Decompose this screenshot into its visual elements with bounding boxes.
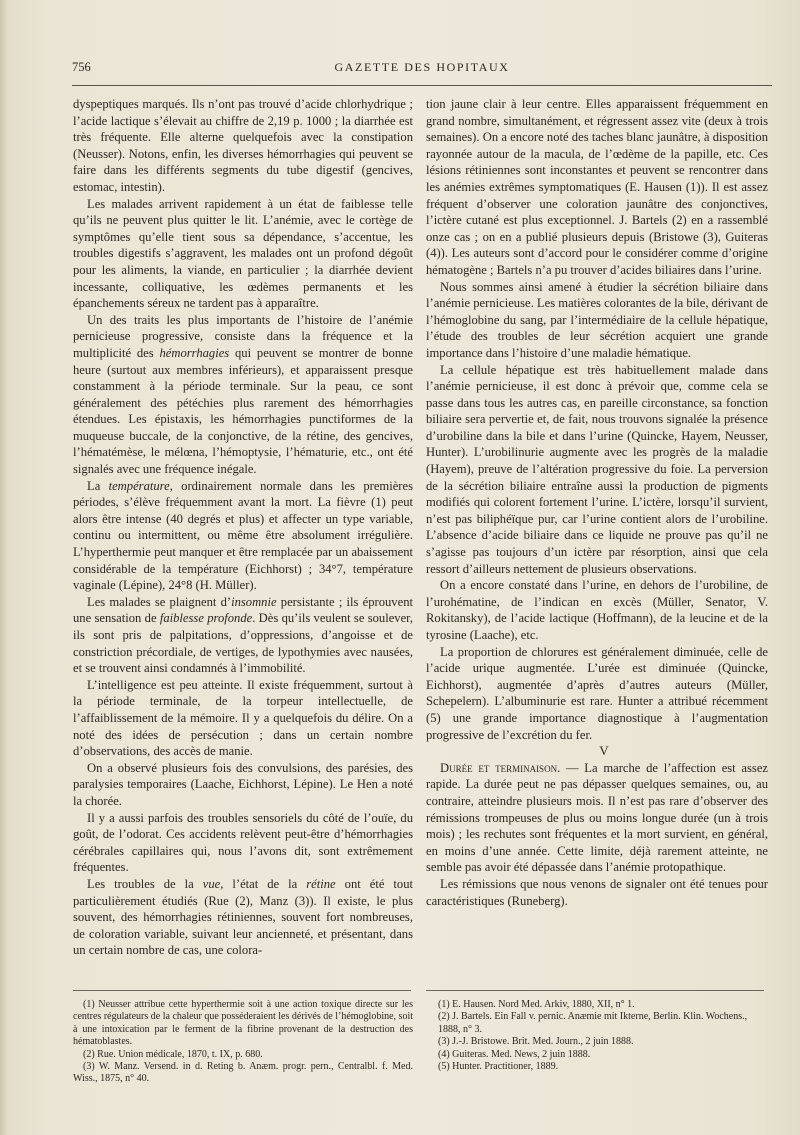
journal-title: GAZETTE DES HOPITAUX bbox=[334, 60, 510, 74]
footnotes-left bbox=[73, 990, 413, 1086]
emphasis: rétine bbox=[306, 876, 336, 891]
paragraph: On a encore constaté dans l’urine, en dehors de l’urobiline, de l’urohématine, de l’indican en excès (Müller, Senator, V. Rokitansky), de l’acide lactique (Hoffmann), de la leucine et de la tyrosine (Laache), etc. bbox=[426, 578, 768, 642]
footnote: (4) Guiteras. Med. News, 2 juin 1888. bbox=[438, 1048, 591, 1060]
footnote: (3) J.-J. Bristowe. Brit. Med. Journ., 2 juin 1888. bbox=[438, 1036, 634, 1048]
paragraph: Les malades arrivent rapidement à un état de faiblesse telle qu’ils ne peuvent plus quitter le lit. L’anémie, avec le cortège de symptômes qu’elle tient sous sa dépendance, s’accentue, les troubles digestifs s’aggravent, les malades ont un profond dégoût pour les aliments, la viande, en particulier ; la diarrhée devient incessante, colliquative, les œdèmes permanents et les épanchements séreux ne tardent pas à apparaître. bbox=[73, 196, 413, 311]
footnote: (3) W. Manz. Versend. in d. Reting b. Anæm. progr. pern., Centralbl. f. Med. Wiss., 1875, n° 40. bbox=[73, 1061, 413, 1085]
right-column bbox=[426, 96, 768, 909]
emphasis: hémorrhagies bbox=[159, 345, 230, 360]
text-run: qui peuvent se montrer de bonne heure (surtout aux membres inférieurs), et apparaissent presque constamment à la période terminale. Sur la peau, ce sont généralement des pétéchies plus rarement des hémorrhagies étendues. Les épistaxis, les hémorrhagies punctiformes de la muqueuse buccale, de la conjonctive, de la rétine, des gencives, l’hématémèse, le mélœna, l’hémoptysie, l’hématurie, etc., ont été signalés avec une fréquence inégale. bbox=[73, 345, 413, 477]
paragraph bbox=[73, 478, 413, 594]
text-run: persistante ; ils éprouvent une sensation de bbox=[73, 594, 413, 626]
paragraph: Les rémissions que nous venons de signaler ont été tenues pour caractéristiques (Runeberg). bbox=[426, 876, 768, 908]
paragraph: La proportion de chlorures est généralement diminuée, celle de l’acide urique augmentée. L’urée est diminuée (Quincke, Eichhorst), augmentée d’après d’autres auteurs (Müller, Schepelern). L’albuminurie est rare. Hunter a attribué récemment (5) une grande importance diagnostique à l’augmentation progressive de l’excrétion du fer. bbox=[426, 644, 768, 742]
paragraph bbox=[73, 876, 413, 959]
page-edge-shadow bbox=[0, 0, 8, 1135]
text-run: , l’état de la bbox=[220, 876, 307, 891]
paragraph: L’intelligence est peu atteinte. Il existe fréquemment, surtout à la période terminale, de la torpeur intellectuelle, de l’affaiblissement de la mémoire. Il y a quelquefois du délire. On a noté des idées de persécution ; dans un certain nombre d’observations, des accès de manie. bbox=[73, 677, 413, 759]
text-run: . Dès qu’ils veulent se soulever, ils sont pris de palpitations, d’oppressions, d’angoisse et de constriction précordiale, de vertiges, de lypothymies avec nausées, et se trouvent ainsi condamnés à l’immobilité. bbox=[73, 611, 414, 676]
footnotes-right bbox=[426, 990, 768, 1073]
footnote: (5) Hunter. Practitioner, 1889. bbox=[438, 1061, 559, 1073]
paragraph: Nous sommes ainsi amené à étudier la sécrétion biliaire dans l’anémie pernicieuse. Les matières colorantes de la bile, dérivant de l’hémoglobine du sang, par l’intermédiaire de la cellule hépatique, l’étude des troubles de leur sécrétion acquiert une grande importance dans l’histoire d’une maladie hématique. bbox=[426, 279, 768, 360]
footnote: (2) J. Bartels. Ein Fall v. pernic. Anæmie mit Ikterne, Berlin. Klin. Wochens., 1888, n° 3. bbox=[438, 1011, 748, 1035]
paragraph: tion jaune clair à leur centre. Elles apparaissent fréquemment en grand nombre, simultanément, et régressent assez vite (deux à trois semaines). On a encore noté des taches blanc jaunâtre, à disposition rayonnée autour de la macula, de l’œdème de la papille, etc. Ces lésions rétiniennes sont inconstantes et peuvent se rencontrer dans les anémies extrêmes symptomatiques (E. Hausen (1)). Il est assez fréquent d’observer une coloration jaunâtre des conjonctives, l’ictère cutané est plus exceptionnel. J. Bartels (2) en a rassemblé onze cas ; on en a publié plusieurs depuis (Bristowe (3), Guiteras (4)). Les auteurs sont d’accord pour le considérer comme d’origine hématogène ; Bartels n’a pu trouver d’acides biliaires dans l’urine. bbox=[426, 97, 768, 277]
footnote: (1) Neusser attribue cette hyperthermie soit à une action toxique directe sur les centres régulateurs de la chaleur que posséderaient les dérivés de l’hémoglobine, soit à une intoxication par le ferment de la fibrine provenant de la destruction des hématoblastes. bbox=[73, 999, 413, 1048]
emphasis: température bbox=[108, 478, 170, 493]
text-run: Un des traits les plus importants de l’histoire de l’anémie pernicieuse progressive, consiste dans la fréquence et la multiplicité des bbox=[73, 312, 413, 360]
page-number: 756 bbox=[72, 60, 91, 74]
paragraph bbox=[73, 312, 413, 478]
paragraph bbox=[73, 594, 413, 677]
paragraph: Il y a aussi parfois des troubles sensoriels du côté de l’ouïe, du goût, de l’odorat. Ces accidents relèvent peut-être d’hémorrhagies cérébrales capillaires qui, nous l’avons dit, sont extrêmement fréquentes. bbox=[73, 810, 413, 875]
left-column bbox=[73, 96, 413, 959]
paragraph: dyspeptiques marqués. Ils n’ont pas trouvé d’acide chlorhydrique ; l’acide lactique s’élevait au chiffre de 2,19 p. 1000 ; la diarrhée est très fréquente. Elle alterne quelquefois avec la constipation (Neusser). Notons, enfin, les diverses hémorrhagies qui peuvent se faire dans les différents segments du tube digestif (gencives, estomac, intestin). bbox=[73, 97, 413, 194]
text-run: ont été tout particulièrement étudiés (Rue (2), Manz (3)). Il existe, le plus souvent, des hémorrhagies rétiniennes, souvent fort nombreuses, de coloration variable, suivant leur ancienneté, et présentant, dans un certain nombre de cas, une colora- bbox=[73, 876, 414, 958]
page-header bbox=[72, 60, 772, 82]
text-run: Les troubles de la bbox=[87, 876, 203, 891]
emphasis: faiblesse profonde bbox=[159, 611, 253, 626]
section-lead: Durée et terminaison. bbox=[440, 760, 561, 775]
header-rule bbox=[72, 85, 772, 86]
paragraph bbox=[426, 760, 768, 876]
text-run: Les malades se plaignent d’ bbox=[87, 594, 232, 609]
paragraph: La cellule hépatique est très habituellement malade dans l’anémie pernicieuse, il est donc à prévoir que, comme cela se passe dans tous les autres cas, en pareille circonstance, sa fonction biliaire sera pervertie et, de fait, nous trouvons signalée la présence d’urobiline dans la bile et dans l’urine (Quincke, Hayem, Neusser, Hunter). L’urobilinurie augmente avec les progrès de la maladie (Hayem), preuve de l’altération progressive du foie. La perversion de la sécrétion biliaire entraîne aussi la production de pigments modifiés qui colorent fortement l’urine. L’ictère, lorsqu’il survient, n’est pas biliphéïque pur, car l’urine contient alors de l’urobiline. L’absence d’acide biliaire dans ce liquide ne prouve pas qu’il ne s’agisse pas toujours d’un ictère par résorption, ainsi que cela ressort d’ailleurs nettement de plusieurs observations. bbox=[426, 362, 768, 576]
emphasis: vue bbox=[202, 876, 221, 891]
text-run: — La marche de l’affection est assez rapide. La durée peut ne pas dépasser quelques semaines, ou, au contraire, atteindre plusieurs mois. Il n’est pas rare d’observer des rémissions trompeuses de plus ou moins longue durée (un à trois mois) ; les rechutes sont fréquentes et la mort survient, en général, en moins d’une année. Cette limite, déjà rarement atteinte, ne semble pas avoir été dépassée dans l’anémie protopathique. bbox=[426, 760, 768, 875]
emphasis: insomnie bbox=[231, 594, 277, 609]
text-run: , ordinairement normale dans les premières périodes, s’élève fréquemment avant la mort. La fièvre (1) peut alors être intense (40 degrés et plus) et affecter un type variable, continu ou intermittent, ou même être absolument irrégulière. L’hyperthermie peut manquer et être remplacée par un abaissement considérable de la température (Eichhorst) ; 34°7, température vaginale (Lépine), 24°8 (H. Müller). bbox=[73, 478, 413, 593]
paragraph: On a observé plusieurs fois des convulsions, des parésies, des paralysies temporaires (Laache, Eichhorst, Lépine). Le Hen a noté la chorée. bbox=[73, 760, 413, 808]
text-run: La bbox=[87, 478, 109, 493]
footnote: (2) Rue. Union médicale, 1870, t. IX, p. 680. bbox=[83, 1048, 263, 1060]
footnote: (1) E. Hausen. Nord Med. Arkiv, 1880, XII, n° 1. bbox=[438, 999, 635, 1010]
section-number: V bbox=[599, 743, 609, 759]
